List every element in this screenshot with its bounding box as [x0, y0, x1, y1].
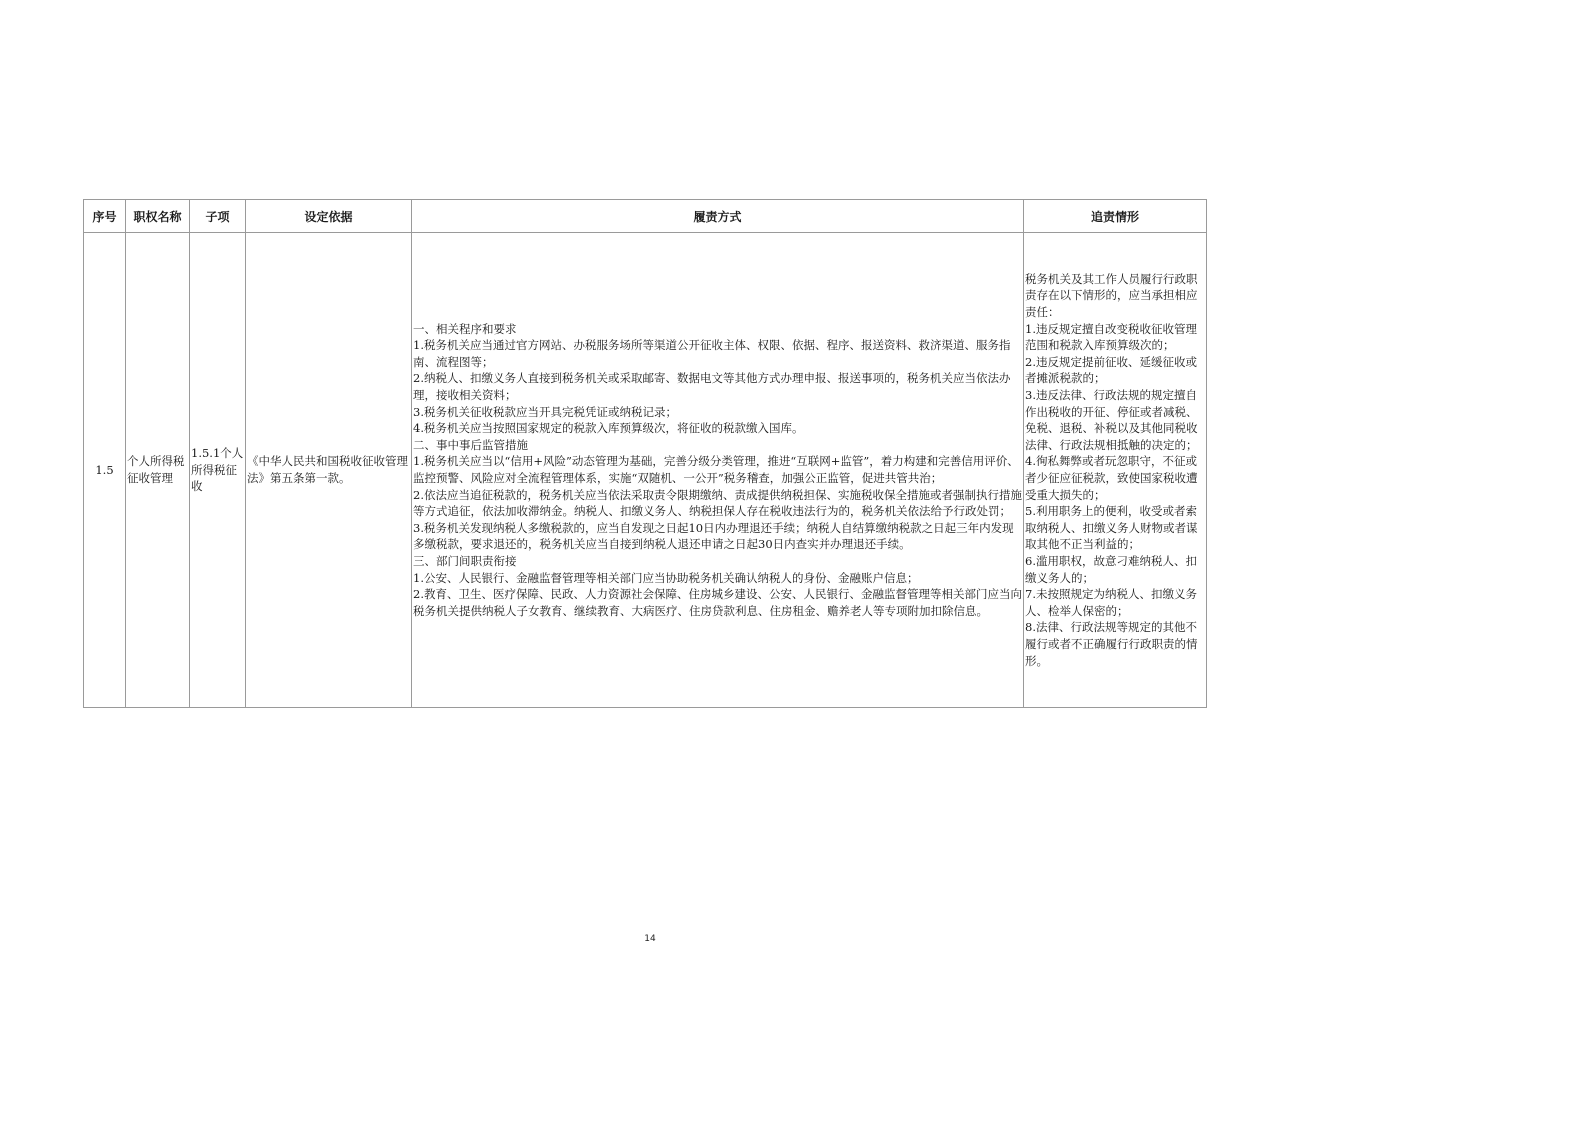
cell-accountability	[1024, 233, 1207, 708]
list-item: 4.税务机关应当按照国家规定的税款入库预算级次，将征收的税款缴入国库。	[413, 421, 804, 436]
cell-power-name: 个人所得税征收管理	[126, 233, 190, 708]
cell-duty-method	[412, 233, 1024, 708]
list-item: 1.违反规定擅自改变税收征收管理范围和税款入库预算级次的；	[1025, 321, 1197, 353]
list-item: 4.徇私舞弊或者玩忽职守，不征或者少征应征税款，致使国家税收遭受重大损失的；	[1025, 454, 1198, 502]
list-item: 2.纳税人、扣缴义务人直接到税务机关或采取邮寄、数据电文等其他方式办理申报、报送事项的，税务机关应当依法办理，接收相关资料；	[413, 371, 1011, 403]
header-seq: 序号	[84, 200, 126, 233]
cell-basis: 《中华人民共和国税收征收管理法》第五条第一款。	[246, 233, 412, 708]
header-power-name: 职权名称	[126, 200, 190, 233]
header-sub-item: 子项	[190, 200, 246, 233]
list-item: 1.公安、人民银行、金融监督管理等相关部门应当协助税务机关确认纳税人的身份、金融账户信息；	[413, 570, 919, 585]
table-row	[84, 233, 1207, 708]
header-duty-method: 履责方式	[412, 200, 1024, 233]
list-item: 二、事中事后监管措施	[413, 437, 528, 452]
list-item: 6.滥用职权，故意刁难纳税人、扣缴义务人的；	[1025, 553, 1197, 585]
list-item: 三、部门间职责衔接	[413, 553, 517, 568]
list-item: 3.税务机关发现纳税人多缴税款的，应当自发现之日起10日内办理退还手续；纳税人自结算缴纳税款之日起三年内发现多缴税款，要求退还的，税务机关应当自接到纳税人退还申请之日起30日内查实并办理退还手续。	[413, 520, 1014, 552]
table-header-row	[84, 200, 1207, 233]
list-item: 1.税务机关应当以“信用+风险”动态管理为基础，完善分级分类管理，推进“互联网+监管”，着力构建和完善信用评价、监控预警、风险应对全流程管理体系，实施“双随机、一公开”税务稽查，加强公正监管，促进共管共治；	[413, 454, 1019, 485]
list-item: 2.依法应当追征税款的，税务机关应当依法采取责令限期缴纳、责成提供纳税担保、实施税收保全措施或者强制执行措施等方式追征，依法加收滞纳金。纳税人、扣缴义务人、纳税担保人存在税收违法行为的，税务机关依法给予行政处罚；	[413, 487, 1022, 519]
list-item: 2.教育、卫生、医疗保障、民政、人力资源社会保障、住房城乡建设、公安、人民银行、金融监督管理等相关部门应当向税务机关提供纳税人子女教育、继续教育、大病医疗、住房贷款利息、住房租金、赡养老人等专项附加扣除信息。	[413, 587, 1022, 618]
duty-table-sheet	[83, 199, 1206, 708]
list-item: 税务机关及其工作人员履行行政职责存在以下情形的，应当承担相应责任：	[1025, 271, 1198, 320]
duty-table	[83, 199, 1207, 708]
list-item: 3.税务机关征收税款应当开具完税凭证或纳税记录；	[413, 404, 677, 419]
duty-method-list	[413, 321, 1022, 620]
list-item: 1.税务机关应当通过官方网站、办税服务场所等渠道公开征收主体、权限、依据、程序、报送资料、救济渠道、服务指南、流程图等；	[413, 338, 1011, 369]
page-number: 14	[644, 934, 656, 944]
list-item: 7.未按照规定为纳税人、扣缴义务人、检举人保密的；	[1025, 587, 1197, 618]
header-accountability: 追责情形	[1024, 200, 1207, 233]
list-item: 5.利用职务上的便利，收受或者索取纳税人、扣缴义务人财物或者谋取其他不正当利益的；	[1025, 504, 1198, 552]
header-basis: 设定依据	[246, 200, 412, 233]
list-item: 3.违反法律、行政法规的规定擅自作出税收的开征、停征或者减税、免税、退税、补税以及其他同税收法律、行政法规相抵触的决定的；	[1025, 388, 1198, 452]
list-item: 8.法律、行政法规等规定的其他不履行或者不正确履行行政职责的情形。	[1025, 620, 1198, 668]
list-item: 2.违反规定提前征收、延缓征收或者摊派税款的；	[1025, 354, 1197, 386]
cell-sub-item: 1.5.1个人所得税征收	[190, 233, 246, 708]
accountability-list	[1025, 271, 1205, 669]
list-item: 一、相关程序和要求	[413, 321, 517, 336]
cell-seq: 1.5	[84, 233, 126, 708]
